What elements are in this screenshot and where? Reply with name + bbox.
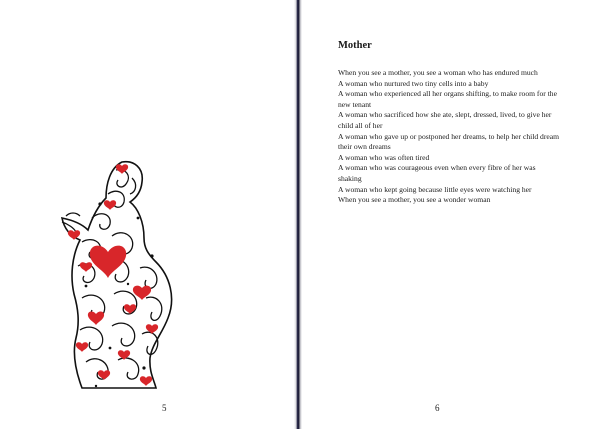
poem-line: A woman who experienced all her organs shifting, to make room for the new tenant [338,89,557,109]
poem-line: A woman who sacrificed how she ate, slept, dressed, lived, to give her child all of her [338,110,552,130]
poem-title: Mother [338,40,372,51]
left-page [0,0,296,429]
book-gutter [294,0,302,429]
poem-line: A woman who was often tired [338,152,430,162]
heart-icon [76,342,88,352]
poem-line: When you see a mother, you see a woman who has endured much [338,68,538,77]
page-number-right: 6 [435,403,440,413]
poem-line: A woman who kept going because little eyes were watching her [338,184,532,194]
red-hearts [68,164,158,386]
poem-line: A woman who gave up or postponed her dreams, to help her child dream their own dreams [338,131,560,152]
right-page [302,0,600,429]
page-number-left: 5 [162,403,167,413]
silhouette-outline [62,162,172,388]
heart-icon [140,376,152,386]
heart-icon [104,200,116,210]
poem-line: A woman who nurtured two tiny cells into a baby [338,78,489,88]
poem-body [338,68,560,206]
heart-icon [88,312,104,325]
pregnant-woman-floral-silhouette [52,158,182,390]
poem-line: When you see a mother, you see a wonder woman [338,195,491,205]
poem-line: A woman who was courageous even when every fibre of her was shaking [338,163,536,183]
